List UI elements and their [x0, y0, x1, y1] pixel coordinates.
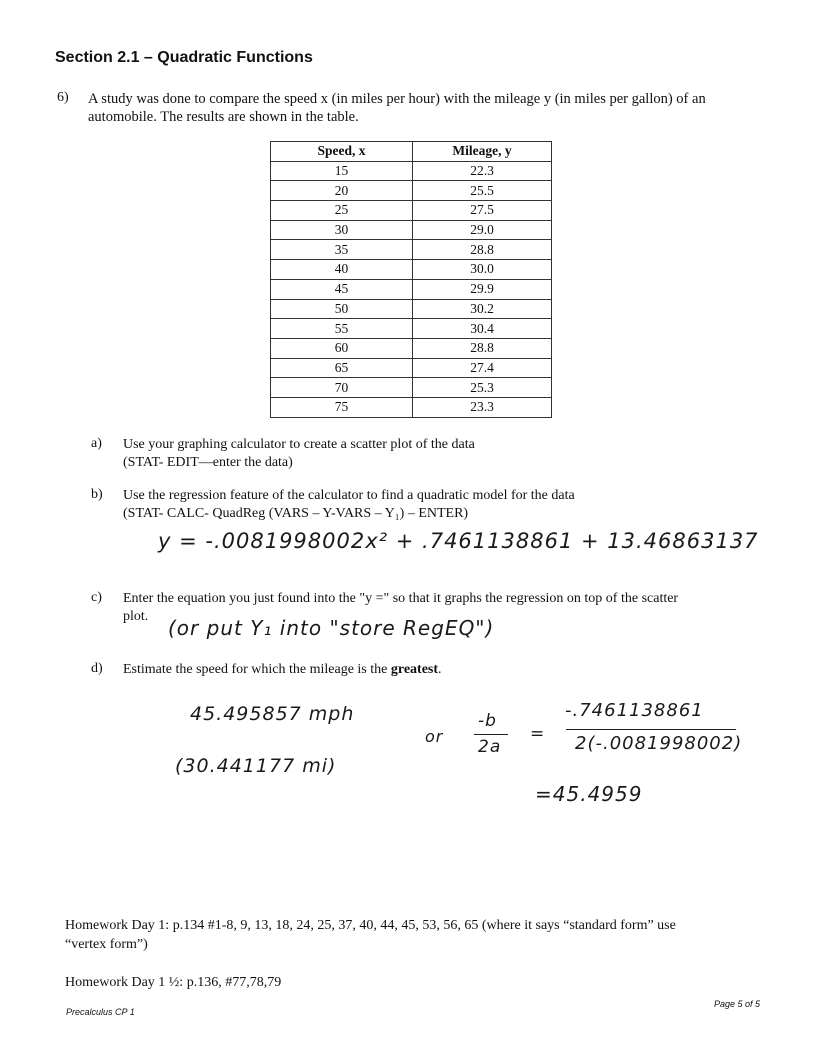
handwritten-or: or [425, 727, 444, 746]
speed-cell: 55 [271, 319, 413, 339]
handwritten-note: (or put Y₁ into "store RegEQ") [168, 616, 495, 640]
mileage-cell: 30.0 [413, 260, 552, 280]
question-text: A study was done to compare the speed x (in miles per hour) with the mileage y (in miles per gallon) of an automobile. The results are shown in the table. [88, 91, 706, 125]
mileage-cell: 29.9 [413, 279, 552, 299]
part-c-line1: Enter the equation you just found into the "y =" so that it graphs the regression on top of the scatter [123, 591, 679, 606]
part-b-line1: Use the regression feature of the calculator to find a quadratic model for the data [123, 488, 575, 503]
handwritten-calc-den: 2(-.0081998002) [575, 733, 743, 754]
handwritten-equals: = [530, 724, 546, 744]
speed-cell: 30 [271, 220, 413, 240]
table-row [271, 201, 552, 221]
part-d-label: d) [91, 661, 103, 676]
handwritten-mileage: (30.441177 mi) [175, 755, 337, 777]
homework-day1-half: Homework Day 1 ½: p.136, #77,78,79 [65, 975, 282, 990]
table-row [271, 358, 552, 378]
speed-cell: 70 [271, 378, 413, 398]
handwritten-frac-den: 2a [478, 737, 502, 757]
mileage-cell: 28.8 [413, 338, 552, 358]
part-d-text: Estimate the speed for which the mileage is the greatest. [123, 662, 442, 677]
table-row [271, 240, 552, 260]
table-row [271, 181, 552, 201]
part-a-label: a) [91, 436, 102, 451]
handwritten-calc-num: -.7461138861 [565, 700, 704, 721]
homework-day1-line1: Homework Day 1: p.134 #1-8, 9, 13, 18, 24, 25, 37, 40, 44, 45, 53, 56, 65 (where it says “standard form” use [65, 918, 676, 933]
mileage-cell: 30.2 [413, 299, 552, 319]
speed-cell: 50 [271, 299, 413, 319]
speed-cell: 20 [271, 181, 413, 201]
handwritten-speed: 45.495857 mph [190, 703, 355, 725]
speed-cell: 65 [271, 358, 413, 378]
mileage-cell: 29.0 [413, 220, 552, 240]
handwritten-result: =45.4959 [535, 782, 643, 806]
speed-cell: 25 [271, 201, 413, 221]
calc-fraction-bar [566, 729, 736, 730]
part-c-label: c) [91, 590, 102, 605]
part-b-label: b) [91, 487, 103, 502]
footer-page: Page 5 of 5 [714, 999, 761, 1009]
mileage-cell: 27.5 [413, 201, 552, 221]
handwritten-equation: y = -.0081998002x² + .7461138861 + 13.46863137 [158, 529, 759, 553]
mileage-cell: 25.5 [413, 181, 552, 201]
mileage-cell: 22.3 [413, 161, 552, 181]
speed-cell: 40 [271, 260, 413, 280]
handwritten-frac-num: -b [478, 711, 497, 731]
fraction-bar [474, 734, 508, 735]
table-row [271, 220, 552, 240]
header-mileage: Mileage, y [413, 142, 552, 162]
part-a-line2: (STAT- EDIT—enter the data) [123, 455, 293, 470]
table-row [271, 260, 552, 280]
speed-cell: 60 [271, 338, 413, 358]
table-row [271, 161, 552, 181]
table-row [271, 299, 552, 319]
table-row [271, 279, 552, 299]
part-c-line2: plot. [123, 609, 149, 624]
table-row [271, 319, 552, 339]
mileage-cell: 30.4 [413, 319, 552, 339]
header-speed: Speed, x [271, 142, 413, 162]
table-header-row [271, 142, 552, 162]
speed-cell: 35 [271, 240, 413, 260]
mileage-cell: 27.4 [413, 358, 552, 378]
footer-course: Precalculus CP 1 [66, 1007, 135, 1017]
speed-cell: 15 [271, 161, 413, 181]
speed-cell: 45 [271, 279, 413, 299]
mileage-cell: 25.3 [413, 378, 552, 398]
part-b-line2: (STAT- CALC- QuadReg (VARS – Y-VARS – Y₁) – ENTER) [123, 506, 469, 521]
table-row [271, 378, 552, 398]
section-title: Section 2.1 – Quadratic Functions [55, 49, 313, 66]
speed-cell: 75 [271, 397, 413, 417]
table-row [271, 338, 552, 358]
part-a-line1: Use your graphing calculator to create a scatter plot of the data [123, 437, 475, 452]
table-row [271, 397, 552, 417]
question-number: 6) [57, 90, 69, 105]
data-table [270, 141, 552, 418]
mileage-cell: 28.8 [413, 240, 552, 260]
mileage-cell: 23.3 [413, 397, 552, 417]
homework-day1-line2: “vertex form”) [65, 937, 148, 952]
